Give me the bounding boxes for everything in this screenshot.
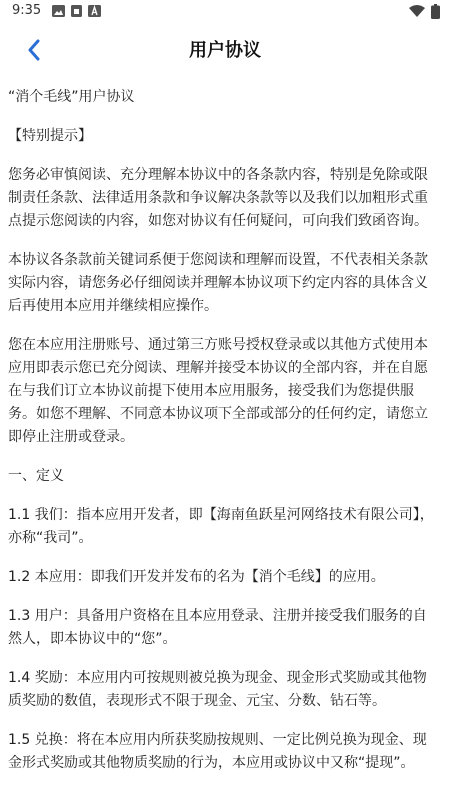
definition-item: 1.3 用户：具备用户资格在且本应用登录、注册并接受我们服务的自然人，即本协议中的“您”。 xyxy=(8,608,427,647)
wifi-icon xyxy=(409,5,425,18)
image-icon xyxy=(52,5,65,17)
definition-item: 1.1 我们：指本应用开发者，即【海南鱼跃星河网络技术有限公司】，亦称“我司”。 xyxy=(8,507,434,546)
sim-icon xyxy=(70,5,83,17)
definition-item: 1.2 本应用：即我们开发并发布的名为【消个毛线】的应用。 xyxy=(8,569,385,585)
section-heading: 一、定义 xyxy=(8,468,64,484)
app-a-icon xyxy=(88,5,101,17)
app-bar xyxy=(0,24,450,74)
status-bar xyxy=(0,0,450,24)
document-title: “消个毛线”用户协议 xyxy=(8,89,135,105)
definition-item: 1.5 兑换：将在本应用内所获奖励按规则、一定比例兑换为现金、现金形式奖励或其他物质奖励的行为，本应用或协议中又称“提现”。 xyxy=(8,732,427,771)
battery-icon xyxy=(431,4,440,19)
paragraph: 您务必审慎阅读、充分理解本协议中的各条款内容，特别是免除或限制责任条款、法律适用条款和争议解决条款等以及我们以加粗形式重点提示您阅读的内容，如您对协议有任何疑问，可向我们致函咨询。 xyxy=(8,167,428,229)
paragraph: 您在本应用注册账号、通过第三方账号授权登录或以其他方式使用本应用即表示您已充分阅读、理解并接受本协议的全部内容，并在自愿在与我们订立本协议前提下使用本应用服务，接受我们为您提供服务。如您不理解、不同意本协议项下全部或部分的任何约定，请您立即停止注册或登录。 xyxy=(8,337,428,445)
definition-item: 1.4 奖励：本应用内可按规则被兑换为现金、现金形式奖励或其他物质奖励的数值，表现形式不限于现金、元宝、分数、钻石等。 xyxy=(8,670,427,709)
special-notice-heading: 【特别提示】 xyxy=(8,128,92,144)
status-icons-right xyxy=(409,4,440,19)
page-title: 用户协议 xyxy=(189,40,261,61)
paragraph: 本协议各条款前关键词系便于您阅读和理解而设置，不代表相关条款实际内容，请您务必仔细阅读并理解本协议项下约定内容的具体含义后再使用本应用并继续相应操作。 xyxy=(8,252,428,314)
status-icons-left xyxy=(52,5,101,17)
status-time: 9:35 xyxy=(12,3,42,18)
agreement-content xyxy=(8,86,440,791)
